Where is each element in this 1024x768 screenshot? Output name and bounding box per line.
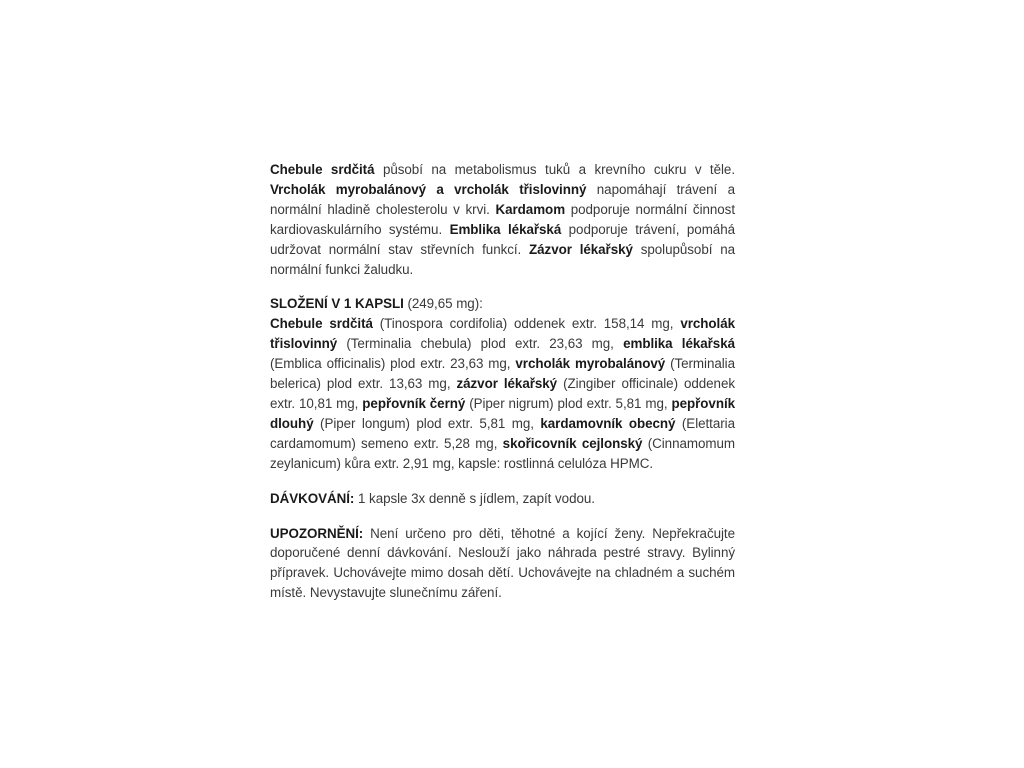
herb-name: Zázvor lékařský	[529, 241, 633, 257]
dosage-text: 1 kapsle 3x denně s jídlem, zapít vodou.	[354, 490, 595, 506]
ingredient-name: pepřovník černý	[362, 395, 466, 411]
product-label-text	[270, 160, 735, 603]
ingredient-detail: (Emblica officinalis) plod extr. 23,63 mg,	[270, 356, 516, 372]
ingredient-name: zázvor lékařský	[456, 376, 558, 392]
ingredient-name: pepřovník dlouhý	[270, 395, 736, 431]
dosage-label: DÁVKOVÁNÍ:	[270, 490, 355, 506]
capsule-weight: (249,65 mg):	[403, 296, 483, 312]
herb-effect: působí na metabolismus tuků a krevního cukru v těle.	[374, 162, 735, 177]
ingredient-detail: (Piper nigrum) plod extr. 5,81 mg,	[465, 395, 672, 411]
ingredient-name: vrcholák myrobalánový	[515, 356, 666, 372]
ingredient-name: emblika lékařská	[623, 336, 735, 352]
warning-text: Není určeno pro děti, těhotné a kojící ženy. Nepřekračujte doporučené denní dávkování. Neslouží jako náhrada pestré stravy. Bylinný přípravek. Uchovávejte mimo dosah dětí. Uchovávejte na chladném a suchém místě. Nevystavujte slunečnímu záření.	[270, 525, 735, 601]
composition-section	[270, 294, 735, 473]
ingredient-detail: (Cinnamomum zeylanicum) kůra extr. 2,91 mg, kapsle: rostlinná celulóza HPMC.	[270, 435, 735, 471]
ingredient-detail: (Zingiber officinale) oddenek extr. 10,81 mg,	[270, 376, 735, 411]
ingredient-detail: (Terminalia belerica) plod extr. 13,63 mg,	[270, 356, 736, 392]
ingredient-detail: (Tinospora cordifolia) oddenek extr. 158,14 mg,	[372, 316, 681, 332]
ingredient-detail: (Elettaria cardamomum) semeno extr. 5,28 mg,	[270, 415, 735, 451]
herb-name: Chebule srdčitá	[270, 162, 375, 177]
ingredient-name: vrcholák třislovinný	[270, 316, 736, 352]
herb-name: Kardamom	[495, 201, 566, 217]
dosage-section	[270, 489, 735, 509]
herb-effect: spolupůsobí na normální funkci žaludku.	[270, 241, 735, 277]
ingredient-name: skořicovník cejlonský	[502, 435, 643, 451]
intro-paragraph	[270, 160, 735, 279]
herb-effect: napomáhají trávení a normální hladině cholesterolu v krvi.	[270, 181, 735, 217]
herb-name: Vrcholák myrobalánový a vrcholák třislovinný	[270, 181, 587, 197]
ingredient-detail: (Piper longum) plod extr. 5,81 mg,	[313, 415, 541, 431]
herb-effect: podporuje trávení, pomáhá udržovat normální stav střevních funkcí.	[270, 221, 735, 257]
herb-effect: podporuje normální činnost kardiovaskulárního systému.	[270, 201, 735, 237]
warning-label: UPOZORNĚNÍ:	[270, 525, 364, 541]
ingredient-detail: (Terminalia chebula) plod extr. 23,63 mg,	[337, 336, 624, 352]
composition-heading: SLOŽENÍ V 1 KAPSLI	[270, 296, 404, 312]
warning-section	[270, 524, 735, 604]
ingredient-name: kardamovník obecný	[540, 415, 676, 431]
herb-name: Emblika lékařská	[449, 221, 562, 237]
ingredient-name: Chebule srdčitá	[270, 316, 373, 332]
